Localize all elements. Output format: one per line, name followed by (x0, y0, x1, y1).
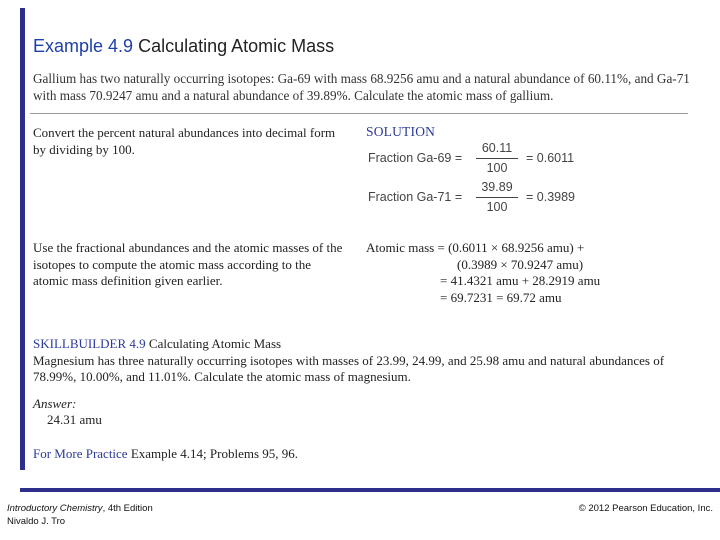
calc-line-3: = 41.4321 amu + 28.2919 amu (440, 273, 601, 288)
fraction-label: Fraction Ga-71 = (368, 190, 463, 204)
fraction-result: = 0.6011 (526, 151, 575, 165)
fraction-numerator: 39.89 (481, 180, 513, 194)
fraction-bar (476, 197, 518, 198)
section-divider (30, 113, 688, 114)
answer-label: Answer: (33, 396, 77, 411)
step-compute-atomic-mass: Use the fractional abundances and the atomic masses of the isotopes to compute the atomic mass according to the atomic mass definition given earlier. (33, 240, 343, 288)
fraction-bar (476, 158, 518, 159)
skillbuilder-text: Magnesium has three naturally occurring isotopes with masses of 23.99, 24.99, and 25.98 amu and natural abundances of 78.99%, 10.00%, and 11.01%. Calculate the atomic mass of magnesium. (33, 352, 665, 384)
more-practice (33, 446, 298, 462)
fraction (476, 180, 518, 215)
more-practice-text: Example 4.14; Problems 95, 96. (127, 446, 299, 461)
footer-book-info (7, 502, 153, 528)
left-accent-bar (20, 8, 25, 470)
copyright: © 2012 Pearson Education, Inc. (578, 503, 713, 514)
fraction (476, 141, 518, 176)
footer-divider (20, 488, 720, 492)
skillbuilder (33, 336, 673, 386)
step-convert-abundances: Convert the percent natural abundances into decimal form by dividing by 100. (33, 125, 336, 157)
fraction-numerator: 60.11 (481, 141, 513, 155)
skillbuilder-head: SKILLBUILDER 4.9 (33, 336, 146, 351)
fraction-denominator: 100 (486, 161, 508, 175)
calc-line-4: = 69.7231 = 69.72 amu (440, 289, 562, 305)
fraction-denominator: 100 (486, 200, 508, 214)
problem-statement: Gallium has two naturally occurring isotopes: Ga-69 with mass 68.9256 amu and a natural abundance of 60.11%, and Ga-71 with mass 70.9247 amu and a natural abundance of 39.89%. Calculate the atomic mass of gallium. (33, 71, 690, 103)
page-title (33, 36, 334, 57)
skillbuilder-title: Calculating Atomic Mass (145, 336, 282, 351)
book-title: Introductory Chemistry (7, 503, 103, 514)
book-edition: , 4th Edition (102, 503, 153, 514)
calc-line-2: (0.3989 × 70.9247 amu) (457, 256, 584, 272)
example-number: Example 4.9 (33, 36, 134, 56)
solution-label: SOLUTION (366, 124, 436, 139)
more-practice-head: For More Practice (33, 446, 128, 461)
calc-line-1: Atomic mass = (0.6011 × 68.9256 amu) + (366, 240, 585, 255)
book-author: Nivaldo J. Tro (7, 516, 66, 527)
fraction-result: = 0.3989 (526, 190, 576, 204)
answer-value: 24.31 amu (47, 412, 102, 427)
example-title: Calculating Atomic Mass (133, 36, 335, 56)
fraction-label: Fraction Ga-69 = (368, 151, 463, 165)
